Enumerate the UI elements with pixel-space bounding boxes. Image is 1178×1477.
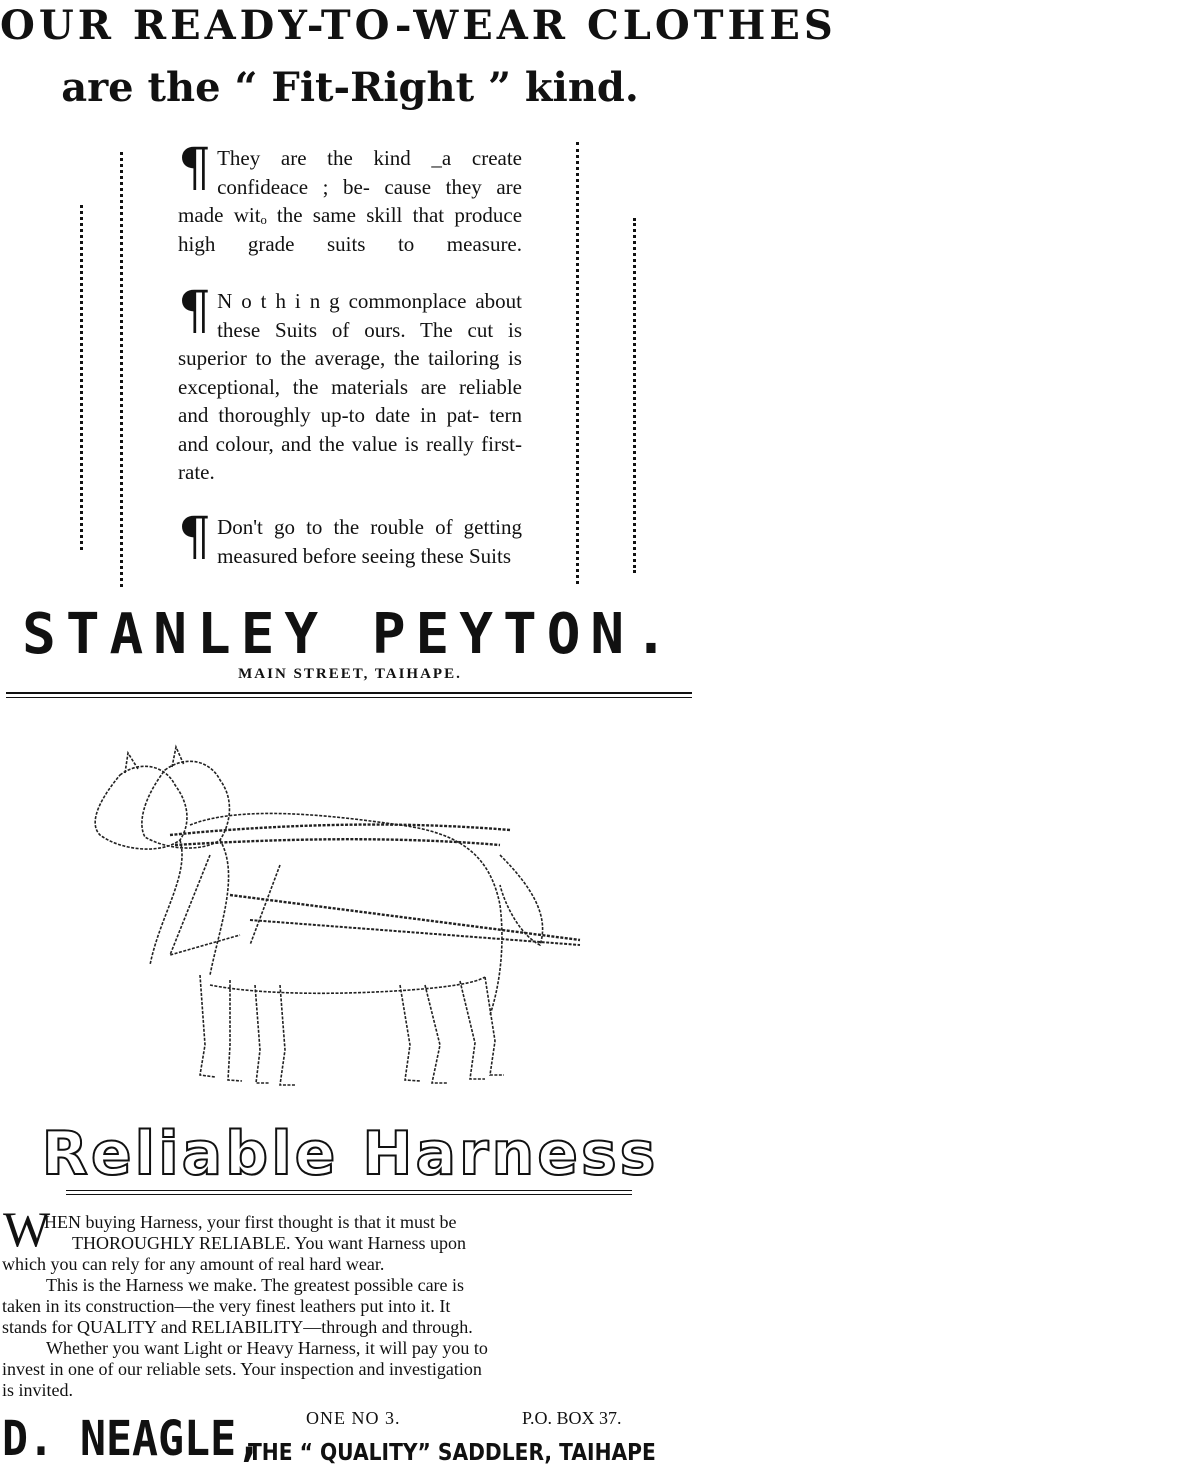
horse-ear bbox=[125, 753, 138, 773]
saddler-name: D. NEAGLE, bbox=[2, 1411, 263, 1467]
saddler-tagline: THE “ QUALITY” SADDLER, TAIHAPE bbox=[248, 1440, 656, 1466]
right-inner-dotted-border bbox=[576, 142, 579, 584]
body-line: is invited. bbox=[2, 1380, 73, 1400]
horse-leg bbox=[460, 981, 485, 1079]
para-line: these Suits bbox=[420, 543, 512, 568]
body-line: This is the Harness we make. The greatest possible care is bbox=[46, 1275, 465, 1295]
para-line: the tailoring is exceptional, bbox=[178, 346, 522, 399]
para-line: N o t h i n g commonplace bbox=[217, 289, 467, 313]
body-line: HEN buying Harness, your first thought is that it must be bbox=[44, 1212, 457, 1232]
merchant-address: MAIN STREET, TAIHAPE. bbox=[238, 666, 462, 682]
body-line: stands for QUALITY and RELIABILITY—through and through. bbox=[2, 1317, 473, 1337]
paragraph-measured bbox=[178, 507, 522, 570]
para-line: getting measured before seeing bbox=[217, 515, 522, 568]
para-line: tern and colour, and the value bbox=[178, 403, 522, 456]
para-line: about these Suits of ours. The bbox=[217, 289, 522, 342]
dropcap: W bbox=[3, 1201, 51, 1257]
left-outer-dotted-border bbox=[80, 205, 83, 550]
pilcrow-icon: ¶ bbox=[178, 138, 212, 198]
harness-rein bbox=[175, 839, 500, 845]
collar-strap bbox=[250, 865, 280, 945]
paragraph-commonplace bbox=[178, 281, 522, 515]
para-line: Don't go to the rouble of bbox=[217, 515, 453, 539]
para-line: the materials are reliable and bbox=[178, 374, 522, 427]
horse-neck-back bbox=[210, 840, 229, 975]
horse-neck-front bbox=[150, 840, 182, 965]
horse-head-left bbox=[95, 766, 187, 849]
para-line: They are the kind _a bbox=[217, 146, 452, 170]
horse-illustration bbox=[80, 745, 600, 1095]
horse-leg bbox=[425, 985, 448, 1083]
body-line: THOROUGHLY RELIABLE. You want Harness upon bbox=[72, 1233, 467, 1253]
product-title: Reliable Harness bbox=[41, 1119, 659, 1189]
para-line: same skill that produce high bbox=[178, 203, 523, 256]
po-box: P.O. BOX 37. bbox=[522, 1408, 622, 1428]
horse-leg bbox=[228, 980, 242, 1081]
phone-number: ONE NO 3. bbox=[306, 1408, 401, 1428]
horse-leg bbox=[200, 975, 215, 1077]
horse-leg bbox=[485, 977, 504, 1075]
collar-strap bbox=[170, 855, 240, 955]
horse-leg bbox=[400, 985, 420, 1081]
para-line: create confideace ; be- bbox=[217, 146, 523, 199]
pilcrow-icon: ¶ bbox=[178, 507, 212, 567]
para-line: grade suits to measure. bbox=[247, 231, 523, 256]
harness-rein bbox=[170, 825, 510, 835]
section-divider-thin bbox=[6, 697, 692, 698]
horse-leg bbox=[255, 985, 270, 1083]
section-divider bbox=[6, 692, 692, 694]
para-line: thoroughly up-to date in pat- bbox=[218, 403, 480, 427]
title-underline bbox=[66, 1190, 632, 1191]
body-line: invest in one of our reliable sets. Your inspection and investigation bbox=[2, 1359, 482, 1379]
para-line: cut is superior to the average, bbox=[178, 317, 522, 370]
merchant-name: STANLEY PEYTON. bbox=[22, 602, 678, 667]
headline-line-1: OUR READY-TO-WEAR CLOTHES bbox=[0, 2, 837, 49]
body-line: taken in its construction—the very finest leathers put into it. It bbox=[2, 1296, 451, 1316]
horse-belly-outline bbox=[210, 977, 485, 993]
horse-leg bbox=[280, 985, 295, 1085]
paragraph-kind bbox=[178, 138, 523, 287]
pilcrow-icon: ¶ bbox=[178, 281, 212, 341]
para-line: cause they are made witₒ the bbox=[178, 174, 522, 227]
left-inner-dotted-border bbox=[120, 152, 123, 587]
right-outer-dotted-border bbox=[633, 218, 636, 573]
headline-line-2: are the “ Fit-Right ” kind. bbox=[61, 64, 639, 111]
harness-trace bbox=[230, 895, 580, 940]
body-line: which you can rely for any amount of real hard wear. bbox=[2, 1254, 385, 1274]
title-underline bbox=[66, 1194, 632, 1195]
para-line: is really first-rate. bbox=[178, 431, 522, 484]
body-line: Whether you want Light or Heavy Harness, it will pay you to bbox=[46, 1338, 488, 1358]
